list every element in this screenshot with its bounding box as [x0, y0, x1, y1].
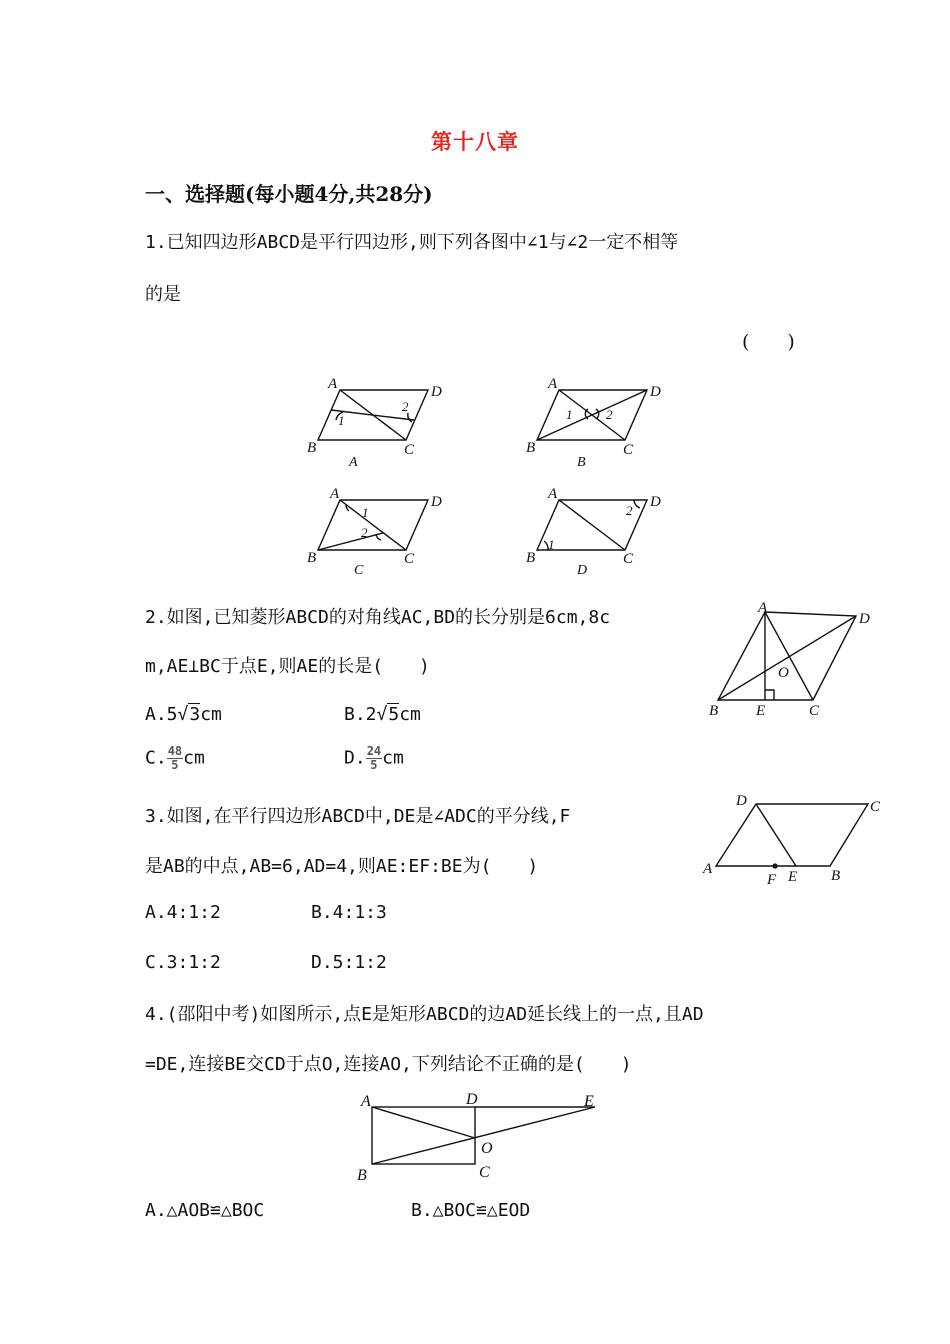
q2-option-a-prefix: A.5	[145, 704, 178, 725]
q4-option-b: B.△BOC≌△EOD	[411, 1200, 531, 1221]
q3-label-d: D	[736, 793, 747, 809]
q4-label-d: D	[466, 1091, 478, 1108]
q4-label-c: C	[479, 1164, 490, 1181]
fig-a-label-c: C	[404, 442, 415, 458]
q2-option-b-unit: cm	[399, 704, 421, 725]
q4-rectangle-figure	[355, 1085, 605, 1185]
q2-option-c-numerator: 48	[167, 744, 183, 758]
q4-label-a: A	[361, 1093, 371, 1110]
q3-label-e: E	[788, 869, 798, 885]
q2-option-c-unit: cm	[183, 747, 205, 769]
fig-c-caption: C	[354, 563, 364, 578]
q2-option-d-numerator: 24	[366, 744, 382, 758]
q1-figure-c	[318, 500, 428, 550]
q3-line2: 是AB的中点,AB=6,AD=4,则AE:EF:BE为( )	[145, 856, 539, 877]
fig-b-caption: B	[577, 455, 586, 470]
fig-a-angle-2: 2	[402, 399, 409, 414]
q2-option-d-prefix: D.	[344, 747, 366, 769]
section-heading: 一、选择题(每小题4分,共28分)	[145, 182, 433, 206]
fig-d-angle-1: 1	[548, 537, 555, 552]
fig-b-label-c: C	[623, 442, 634, 458]
q4-line2: =DE,连接BE交CD于点O,连接AO,下列结论不正确的是( )	[145, 1054, 632, 1075]
q4-line1: 4.(邵阳中考)如图所示,点E是矩形ABCD的边AD延长线上的一点,且AD	[145, 1004, 704, 1025]
q2-label-b: B	[709, 703, 719, 719]
q2-option-d	[344, 745, 404, 772]
q2-label-a: A	[758, 600, 768, 616]
q1-figure-b	[537, 390, 647, 440]
q4-label-o: O	[481, 1140, 493, 1157]
q3-option-a: A.4:1:2	[145, 902, 221, 923]
q4-label-e: E	[584, 1093, 594, 1110]
q3-option-d: D.5:1:2	[311, 952, 387, 973]
fig-a-caption: A	[349, 455, 358, 470]
q1-answer-blank: ( )	[742, 331, 795, 353]
q2-option-b-radicand: 5	[388, 704, 400, 725]
q2-label-c: C	[809, 703, 820, 719]
fig-d-caption: D	[577, 563, 588, 578]
chapter-title: 第十八章	[431, 129, 519, 154]
q2-option-c-denominator: 5	[171, 758, 179, 772]
q3-label-a: A	[703, 861, 713, 877]
fig-c-label-c: C	[404, 551, 415, 567]
q4-option-a: A.△AOB≌△BOC	[145, 1200, 265, 1221]
q3-label-b: B	[831, 868, 841, 884]
fig-d-label-c: C	[623, 551, 634, 567]
q2-option-b: B.2√5cm	[344, 704, 421, 725]
q2-option-a: A.5√3cm	[145, 704, 222, 725]
fig-d-label-b: B	[526, 550, 536, 566]
fig-c-label-a: A	[330, 486, 340, 502]
fig-a-label-a: A	[328, 376, 338, 392]
q2-rhombus-figure	[700, 600, 890, 725]
fig-a-label-d: D	[431, 384, 442, 400]
q2-option-d-fraction	[366, 745, 382, 772]
fig-d-angle-2: 2	[626, 503, 633, 518]
q2-option-a-radicand: 3	[189, 704, 201, 725]
q3-label-c: C	[870, 799, 881, 815]
fig-b-label-b: B	[526, 440, 536, 456]
q3-option-b: B.4:1:3	[311, 902, 387, 923]
q2-label-e: E	[756, 703, 766, 719]
q1-figures	[300, 372, 680, 582]
q2-label-o: O	[778, 665, 789, 681]
q2-line1: 2.如图,已知菱形ABCD的对角线AC,BD的长分别是6cm,8c	[145, 607, 611, 628]
q2-option-a-unit: cm	[200, 704, 222, 725]
q2-label-d: D	[859, 611, 870, 627]
q2-option-c-prefix: C.	[145, 747, 167, 769]
q3-line1: 3.如图,在平行四边形ABCD中,DE是∠ADC的平分线,F	[145, 806, 571, 827]
fig-d-label-a: A	[548, 486, 558, 502]
fig-c-label-d: D	[431, 494, 442, 510]
q2-line2: m,AE⊥BC于点E,则AE的长是( )	[145, 656, 430, 677]
q2-option-b-prefix: B.2	[344, 704, 377, 725]
q1-line2: 的是	[145, 284, 181, 305]
q2-option-d-denominator: 5	[370, 758, 378, 772]
q3-label-f: F	[767, 872, 777, 888]
fig-c-angle-2: 2	[361, 525, 368, 540]
fig-a-label-b: B	[307, 440, 317, 456]
q3-parallelogram-figure	[698, 788, 890, 888]
fig-b-angle-2: 2	[606, 407, 613, 422]
q2-option-c-fraction	[167, 745, 183, 772]
fig-c-label-b: B	[307, 550, 317, 566]
fig-b-label-d: D	[650, 384, 661, 400]
fig-d-label-d: D	[650, 494, 661, 510]
q1-line1: 1.已知四边形ABCD是平行四边形,则下列各图中∠1与∠2一定不相等	[145, 232, 679, 253]
q4-label-b: B	[357, 1167, 367, 1184]
q2-option-d-unit: cm	[382, 747, 404, 769]
q2-option-c	[145, 745, 205, 772]
fig-c-angle-1: 1	[362, 505, 369, 520]
q3-option-c: C.3:1:2	[145, 952, 221, 973]
fig-a-angle-1: 1	[338, 413, 345, 428]
q3-point-f	[772, 863, 777, 868]
q1-figure-a	[318, 390, 428, 440]
fig-b-angle-1: 1	[566, 407, 573, 422]
fig-b-label-a: A	[548, 376, 558, 392]
